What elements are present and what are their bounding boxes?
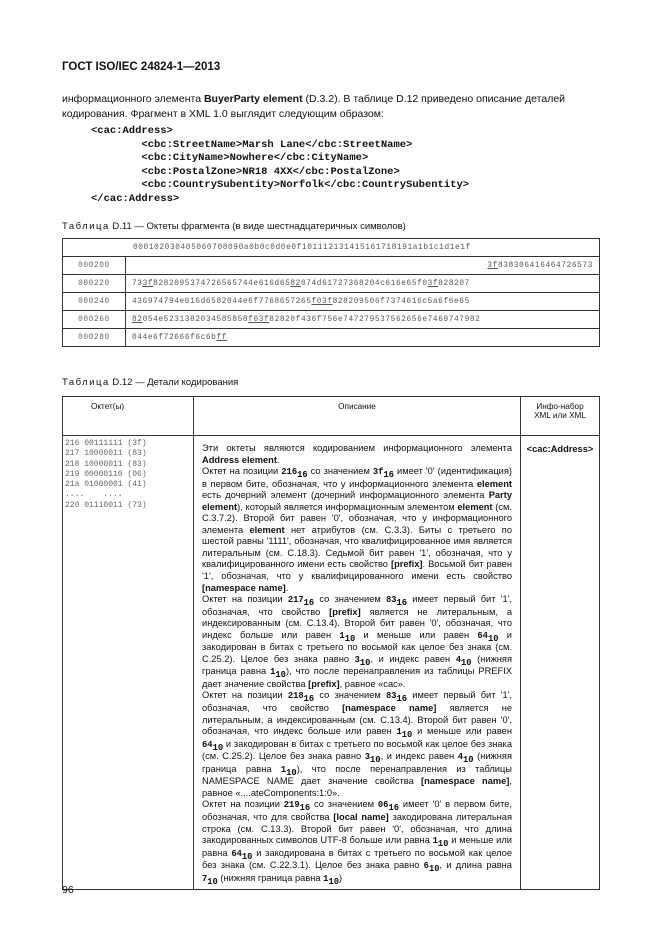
page-number: 96 — [62, 884, 74, 896]
hex-row — [63, 293, 600, 311]
desc-paragraph: Октет на позиции $219_{16}$ со значением $06_{16}$ имеет '0' в первом бите, обозначая, что для свойства [local name] закодирована литеральная строка (см. С.13.3). Второй бит равен '0', обозначая, что длина закодированных символов UTF-8 больше или равна $1_{10}$ и меньше или равна $64_{10}$ и закодирована в битах с третьего по восьмой как целое без знака (см. С.22.3.1). Целое без знака равно $6_{10}$, и длина равна $7_{10}$ (нижняя граница равна $1_{10}$) — [202, 799, 513, 887]
xml-code-line: <cbc:StreetName>Marsh Lane</cbc:StreetName> — [91, 138, 413, 151]
desc-paragraph: Октет на позиции $216_{16}$ со значением $3f_{16}$ имеет '0' (идентификация) в первом бите, обозначая, что у информационного элемента element есть дочерний элемент (дочерний информационного элемента Party element), который является информационным элементом element (см. С.3.7.2). Второй бит равен '0', обозначая, что у информационного элемента element нет атрибутов (см. С.3.3). Биты с третьего по шестой равны '1111', обозначая, что квалифицированное имя является литеральным (см. С.18.3). Седьмой бит равен '1', обозначая, что у квалифицированного имени есть свойство [prefix]. Восьмой бит равен '1', обозначая, что у квалифицированного имени есть свойство [namespace name]. — [202, 466, 513, 593]
hex-bytes: 616d65 — [258, 279, 291, 288]
description-column-header: Описание — [194, 397, 521, 436]
hex-bytes-underlined: 82 — [132, 315, 143, 324]
description-cell — [194, 436, 521, 890]
octets-cell: 216 00111111 (3f) 217 10000011 (83) 218 10000011 (83) 219 00000110 (06) 21a 01000001 (41) .... .... 220 01110011 (73) — [63, 436, 194, 890]
hex-bytes: 838306416464726573 — [497, 261, 593, 270]
hex-bytes: 828207 — [438, 279, 470, 288]
encoding-header-row — [63, 397, 600, 436]
hex-bytes: 828209506f7374616c5a6f6e65 — [332, 297, 470, 306]
encoding-details-table — [62, 396, 600, 890]
hex-row-offset: 000280 — [63, 329, 126, 347]
hex-bytes: 044e6f72666f6c6b — [132, 333, 217, 342]
xml-code-line: <cbc:CountrySubentity>Norfolk</cbc:CountrySubentity> — [91, 179, 470, 191]
infoset-cell: <cac:Address> — [521, 436, 600, 890]
hex-row-bytes — [126, 275, 600, 293]
hex-row — [63, 257, 600, 275]
hex-row-bytes — [126, 257, 600, 275]
hex-bytes-underlined: ff — [216, 333, 228, 342]
infoset-column-header: Инфо-набор XML или XML — [521, 397, 600, 436]
hex-bytes: 828209537472656574 — [153, 279, 249, 288]
hex-row — [63, 275, 600, 293]
hex-row-offset: 000260 — [63, 311, 126, 329]
hex-row — [63, 329, 600, 347]
hex-bytes-underlined: 3f — [142, 279, 154, 288]
hex-bytes-underlined: 3f — [427, 279, 439, 288]
hex-row-offset: 000220 — [63, 275, 126, 293]
hex-row — [63, 311, 600, 329]
hex-header-row — [63, 239, 600, 257]
desc-paragraph: Октет на позиции $217_{16}$ со значением $83_{16}$ имеет первый бит '1', обозначая, что свойство [prefix] является не литеральным, а индексированным (см. С.13.4). Второй бит равен '0', обозначая, что индекс больше или равен $1_{10}$ и меньше или равен $64_{10}$ и закодирован в битах с третьего по восьмой как целое без знака (см. С.25.2). Целое без знака равно $3_{10}$, и индекс равен $4_{10}$ (нижняя граница равна $1_{10}$), что после перенаправления из таблицы PREFIX дает значение свойства [prefix], равное «cac». — [202, 594, 512, 689]
xml-code-line: <cac:Address> — [91, 125, 173, 137]
desc-paragraph: Эти октеты являются кодированием информационного элемента Address element. — [202, 443, 512, 465]
xml-code-line: <cbc:CityName>Nowhere</cbc:CityName> — [91, 152, 369, 164]
hex-bytes: 4e — [248, 279, 259, 288]
hex-row-offset: 000200 — [63, 257, 126, 275]
hex-row-bytes — [126, 311, 600, 329]
xml-code-line: </cac:Address> — [91, 192, 180, 205]
hex-row-bytes — [126, 293, 600, 311]
page-header: ГОСТ ISO/IEC 24824-1—2013 — [62, 61, 221, 73]
table-d12-caption: Таблица D.12 — Детали кодирования — [62, 377, 239, 388]
hex-bytes: 074d61727368204c616e65 — [300, 279, 418, 288]
hex-column-offsets: 000102030405060708090a0b0c0d0e0f101112131415161718191a1b1c1d1e1f — [63, 239, 600, 257]
table-d11-caption: Таблица D.11 — Октеты фрагмента (в виде шестнадцатеричных символов) — [62, 221, 406, 232]
hex-octets-table — [62, 238, 600, 347]
hex-bytes: 436974794e616d6582044e6f7768657265 — [132, 297, 312, 306]
hex-row-offset: 000240 — [63, 293, 126, 311]
octets-column-header: Октет(ы) — [63, 397, 194, 436]
hex-bytes-underlined: f03f — [248, 315, 270, 324]
xml-code-line: <cbc:PostalZone>NR18 4XX</cbc:PostalZone> — [91, 165, 400, 178]
intro-paragraph: информационного элемента BuyerParty element (D.3.2). В таблице D.12 приведено описание деталей кодирования. Фрагмент в XML 1.0 выглядит следующим образом: — [62, 93, 566, 120]
hex-bytes: 054e5231382034585858 — [142, 315, 249, 324]
hex-bytes: 82820f436f756e747279537562656e7469747982 — [269, 315, 481, 324]
hex-row-bytes — [126, 329, 600, 347]
hex-bytes-underlined: 82 — [290, 279, 301, 288]
hex-bytes-underlined: f03f — [311, 297, 333, 306]
hex-bytes-underlined: 3f — [487, 261, 498, 270]
hex-bytes: 73 — [132, 279, 143, 288]
hex-bytes: f0 — [417, 279, 428, 288]
desc-paragraph: Октет на позиции $218_{16}$ со значением $83_{16}$ имеет первый бит '1', обозначая, что свойство [namespace name] является не литеральным, а индексированным (см. С.13.4). Второй бит равен '0', обозначая, что индекс больше или равен $1_{10}$ и меньше или равен $64_{10}$ и закодирован в битах с третьего по восьмой как целое без знака (см. С.25.2). Целое без знака равно $3_{10}$, и индекс равен $4_{10}$ (нижняя граница равна $1_{10}$), что после перенаправления из таблицы NAMESPACE NAME дает значение свойства [namespace name], равное «....ateComponents:1:0». — [202, 690, 512, 798]
encoding-row — [63, 436, 600, 890]
